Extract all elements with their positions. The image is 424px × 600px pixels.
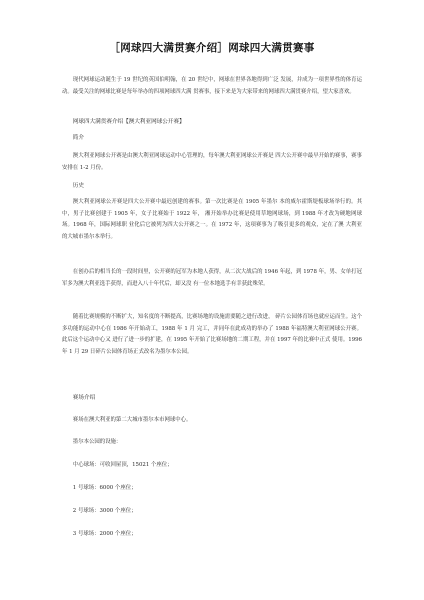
court-item: 3 号球场：2000 个座位； — [72, 531, 137, 537]
heading-history: 历史 — [72, 183, 84, 189]
heading-venue: 赛场介绍 — [72, 395, 96, 401]
facilities-paragraph: 墨尔本公园的设施： — [72, 439, 122, 445]
intro-paragraph: 现代网球运动诞生于 19 世纪的英国伯明翰，在 20 世纪中，网球在世界各地得到广泛 发展，并成为一项世界性的体育运动。最受关注的网球比赛是每年举办的四项网球四大满 贯赛事，接下来是为大家带来的网球四大满贯赛介绍，望大家喜欢。 — [62, 77, 362, 95]
venue-paragraph: 赛场在澳大利亚的第二大城市墨尔本市网球中心。 — [72, 417, 192, 423]
history-paragraph-1: 澳大利亚网球公开赛是四大公开赛中最迟创建的赛事。第一次比赛是在 1905 年墨尔 本的威尔霍斯堤板球场举行的。其中，男子比赛创建于 1905 年，女子比赛始于 1922 年， 湘开始举办比赛是使用草地网球场，到 1988 年才改为硬地网球场。1968 年，国际网球职 业化后它被列为四大公开赛之一。在 1972 年，这项赛事为了吸引更多的观众，定在了澳 大利亚的大城市墨尔本举行。 — [62, 199, 362, 240]
history-paragraph-3: 随着比赛规模的不断扩大，知名度的不断提高，比赛场地的设施需要随之进行改进， 碎片公园体育场也就应运而生。这个多功能的运动中心在 1986 年开始动工，1988 年 1 月 完工，并同年在此成功的举办了 1988 年福特澳大利亚网球公开赛。此后这个运动中心又 进行了进一步的扩建，在 1995 年开始了比赛场地的二期工程，并在 1997 年的比赛中正式 使用。1996 年 1 月 29 日碎片公园体育场正式改名为墨尔本公园。 — [62, 314, 362, 355]
section-label: 网球四大满贯赛介绍【澳大利亚网球公开赛】 — [72, 119, 185, 125]
document-title: ［网球四大满贯赛介绍］网球四大满贯赛事 — [109, 42, 315, 54]
intro-detail-paragraph: 澳大利亚网球公开赛是由澳大利亚网球运动中心管理的，每年澳大利亚网球公开赛是 四大公开赛中最早开始的赛事，赛事安排在 1-2 月份。 — [62, 153, 362, 171]
court-item: 2 号球场：3000 个座位； — [72, 508, 137, 514]
history-paragraph-2: 在创办后的相当长的一段时间里，公开赛的冠军为本地人获得，从二次大战后的 1946 年起，到 1978 年，男、女单打冠军多为澳大利亚选手获得，而进入八十年代后，却又没 有一位本地选手有幸获此殊荣。 — [62, 269, 362, 287]
court-item: 1 号球场：6000 个座位； — [72, 485, 137, 491]
heading-intro: 简介 — [72, 135, 84, 141]
court-item: 中心球场：可收回屋顶，15021 个座位； — [72, 462, 173, 468]
